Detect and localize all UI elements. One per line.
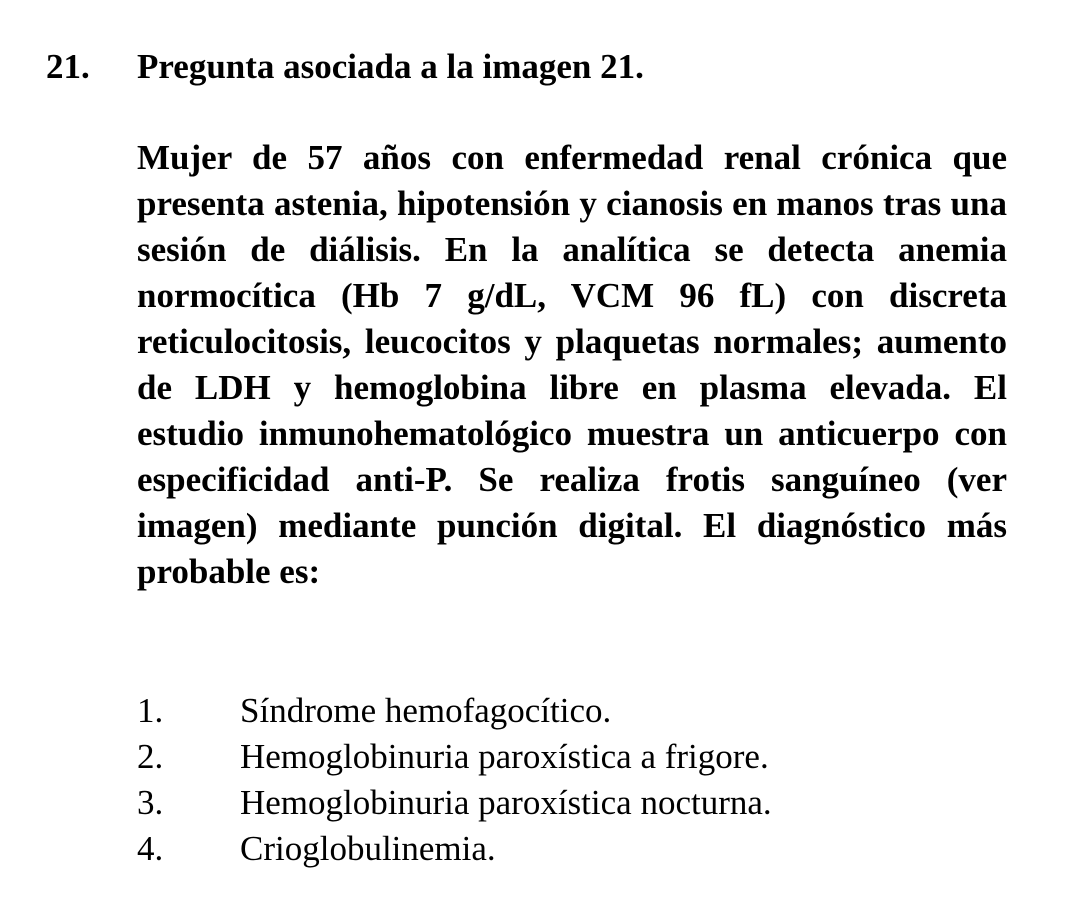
answer-options — [137, 688, 997, 872]
option-number: 2. — [137, 737, 164, 776]
option-text: Síndrome hemofagocítico. — [240, 691, 612, 730]
question-number: 21. — [46, 47, 90, 86]
option-number: 4. — [137, 829, 164, 868]
option-text: Crioglobulinemia. — [240, 829, 496, 868]
option-number: 3. — [137, 783, 164, 822]
question-title: Pregunta asociada a la imagen 21. — [137, 47, 644, 86]
answer-option-1[interactable] — [137, 688, 997, 734]
question-stem: Mujer de 57 años con enfermedad renal crónica que presenta astenia, hipotensión y cianosis en manos tras una sesión de diálisis. En la analítica se detecta anemia normocítica (Hb 7 g/dL, VCM 96 fL) con discreta reticulocitosis, leucocitos y plaquetas normales; aumento de LDH y hemoglobina libre en plasma elevada. El estudio inmunohematológico muestra un anticuerpo con especificidad anti-P. Se realiza frotis sanguíneo (ver imagen) mediante punción digital. El diagnóstico más probable es: — [137, 138, 1007, 591]
answer-option-2[interactable] — [137, 734, 997, 780]
option-text: Hemoglobinuria paroxística a frigore. — [240, 737, 769, 776]
option-text: Hemoglobinuria paroxística nocturna. — [240, 783, 772, 822]
option-number: 1. — [137, 691, 164, 730]
answer-option-4[interactable] — [137, 826, 997, 872]
answer-option-3[interactable] — [137, 780, 997, 826]
